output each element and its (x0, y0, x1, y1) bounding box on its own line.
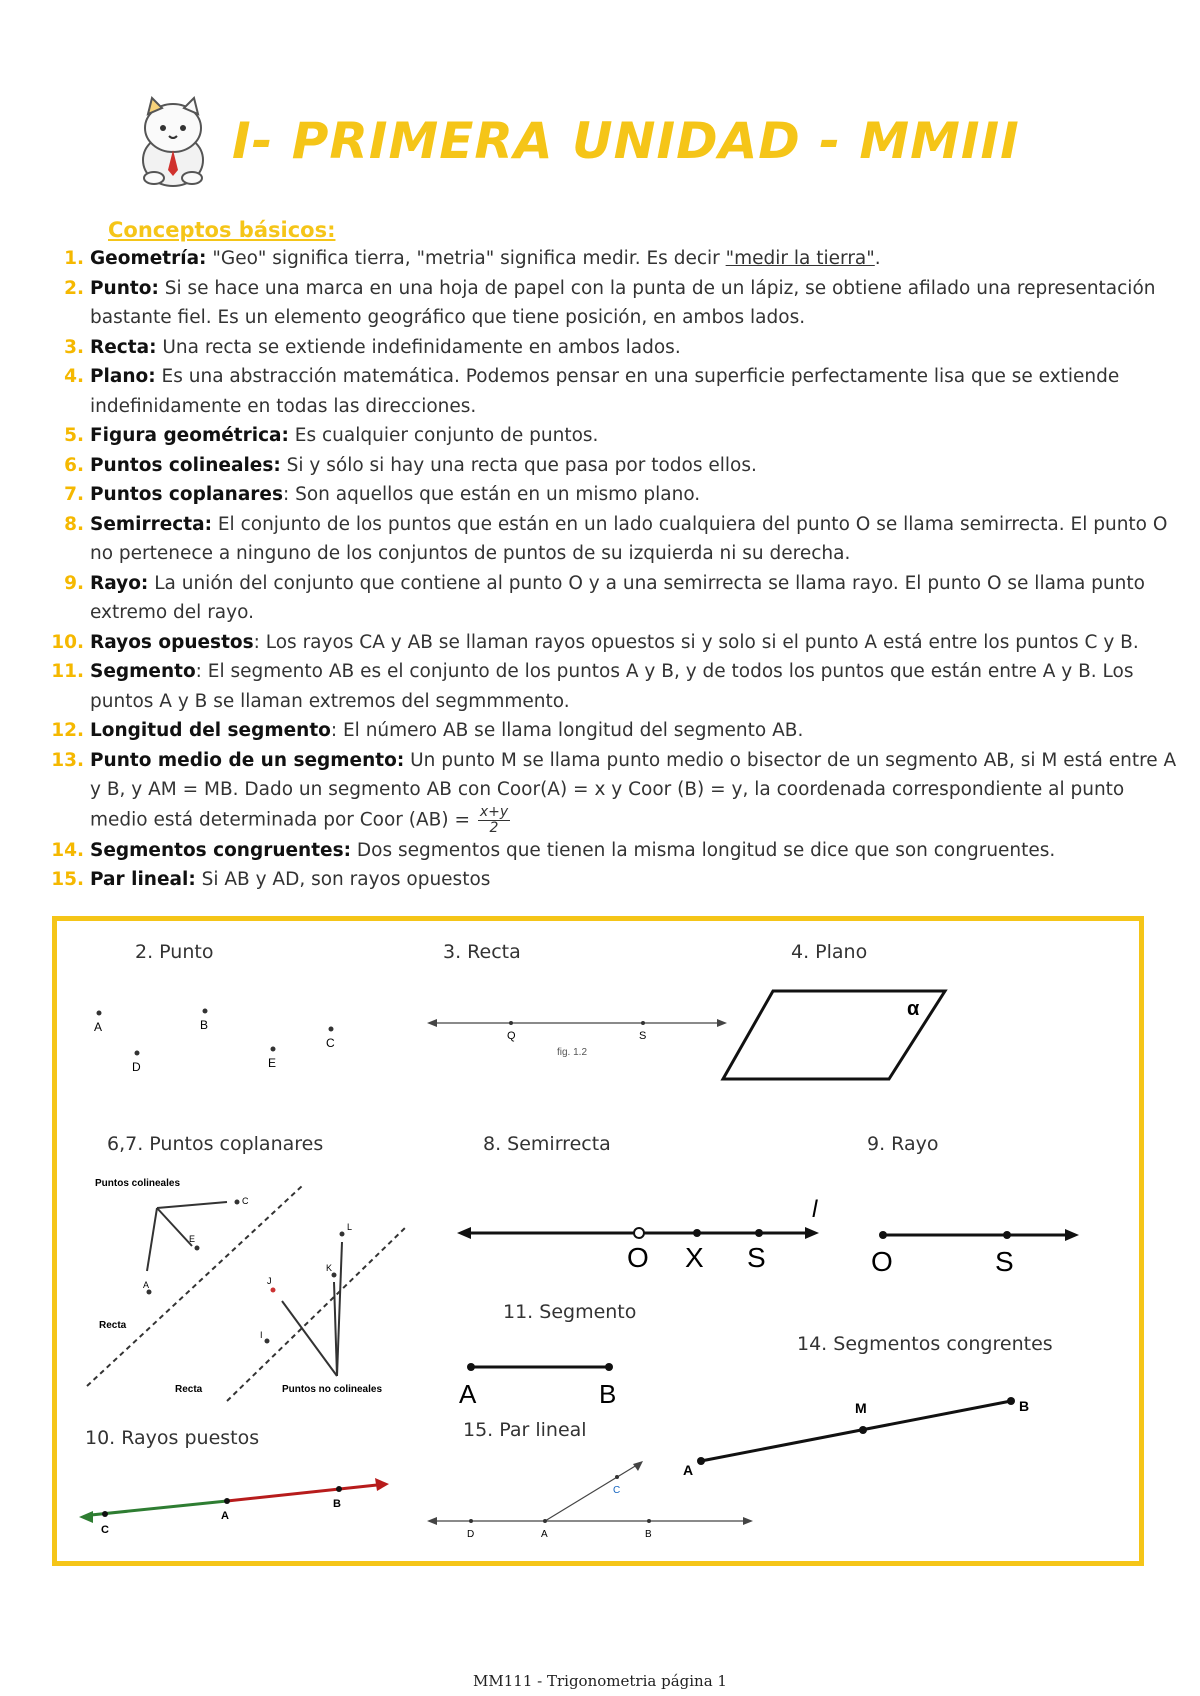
concept-text: : El número AB se llama longitud del segmento AB. (330, 720, 804, 741)
figure-label-plano: 4. Plano (791, 941, 868, 963)
point-label: B (645, 1529, 652, 1540)
page-footer: MM111 - Trigonometria página 1 (473, 1672, 727, 1690)
plane-symbol: α (907, 998, 920, 1020)
point-label: B (333, 1498, 341, 1510)
figure-caption: fig. 1.2 (557, 1047, 588, 1058)
concept-term: Longitud del segmento (90, 720, 331, 741)
concept-item (48, 244, 1178, 274)
recta-figure (427, 1001, 727, 1081)
concept-term: Puntos coplanares (90, 484, 283, 505)
figure-label-coplanares: 6,7. Puntos coplanares (107, 1133, 324, 1155)
point-label: A (94, 1020, 103, 1034)
figure-label-semirrecta: 8. Semirrecta (483, 1133, 611, 1155)
figure-label-segmento: 11. Segmento (503, 1301, 637, 1323)
concept-number: 11. (51, 661, 84, 682)
figures-box (52, 916, 1144, 1566)
point-label: E (189, 1234, 196, 1244)
point-label: A (143, 1280, 150, 1290)
no-colineales-label: Puntos no colineales (282, 1384, 383, 1395)
point-label: L (347, 1222, 353, 1232)
figure-label-rayos-opuestos: 10. Rayos puestos (85, 1427, 260, 1449)
concept-number: 5. (64, 425, 84, 446)
concept-text: : Los rayos CA y AB se llaman rayos opuestos si y solo si el punto A está entre los puntos C y B. (253, 631, 1139, 653)
section-heading: Conceptos básicos: (108, 218, 336, 242)
concept-term: Punto medio de un segmento: (90, 749, 405, 771)
point-label: B (1019, 1398, 1030, 1414)
concept-underline: "medir la tierra" (725, 248, 875, 269)
concept-text: La unión del conjunto que contiene al punto O y a una semirrecta se llama rayo. El punto O se llama punto extremo del rayo. (90, 572, 1145, 623)
figure-label-rayo: 9. Rayo (867, 1133, 939, 1155)
concept-item (48, 657, 1178, 716)
concept-item (48, 569, 1178, 628)
fraction-numerator: x+y (479, 803, 509, 820)
point-label: S (639, 1030, 647, 1042)
point-label: I (260, 1330, 263, 1340)
point-label: D (132, 1060, 141, 1074)
concept-number: 8. (64, 513, 84, 535)
figure-label-congruentes: 14. Segmentos congrentes (797, 1333, 1053, 1355)
concept-term: Segmento (90, 661, 196, 682)
concept-item (48, 333, 1178, 363)
concept-term: Recta: (90, 336, 157, 358)
concept-term: Rayo: (90, 572, 149, 594)
concept-term: Geometría: (90, 248, 207, 269)
segmento-figure (457, 1351, 657, 1421)
recta-label: Recta (175, 1384, 203, 1395)
rayo-figure (867, 1211, 1087, 1291)
concept-term: Puntos colineales: (90, 454, 281, 476)
concept-term: Plano: (90, 366, 156, 387)
point-label: C (613, 1485, 621, 1496)
concept-text: : Son aquellos que están en un mismo plano. (283, 484, 701, 505)
concept-number: 2. (64, 277, 84, 299)
concept-number: 9. (64, 572, 84, 594)
concept-term: Par lineal: (90, 869, 196, 890)
concept-item (48, 716, 1178, 746)
point-label: O (871, 1246, 893, 1277)
concept-item (48, 480, 1178, 510)
concept-number: 13. (51, 749, 84, 771)
concept-text: Si se hace una marca en una hoja de papel con la punta de un lápiz, se obtiene afilado una representación bastante fiel. Es un elemento geográfico que tiene posición, en ambos lados. (90, 277, 1156, 328)
concept-term: Punto: (90, 277, 159, 299)
concept-text: : El segmento AB es el conjunto de los puntos A y B, y de todos los puntos que están entre A y B. Los puntos A y B se llaman extremos del segmmmento. (90, 661, 1134, 712)
point-label: C (326, 1036, 335, 1050)
point-label: M (855, 1400, 867, 1416)
point-label: Q (507, 1030, 516, 1042)
concept-item (48, 510, 1178, 569)
point-label: C (242, 1196, 249, 1206)
concept-text: Es cualquier conjunto de puntos. (288, 425, 599, 446)
recta-label: Recta (99, 1320, 127, 1331)
concept-number: 15. (51, 869, 84, 890)
figure-label-punto: 2. Punto (135, 941, 214, 963)
figure-label-par-lineal: 15. Par lineal (463, 1419, 587, 1441)
colineales-label: Puntos colineales (95, 1178, 181, 1189)
point-label: K (326, 1263, 333, 1273)
point-label: A (683, 1462, 694, 1478)
concept-number: 10. (51, 631, 84, 653)
semirrecta-figure (457, 1191, 837, 1271)
point-label: C (101, 1524, 109, 1536)
concept-term: Segmentos congruentes: (90, 839, 352, 861)
concept-number: 14. (51, 839, 84, 861)
concept-term: Figura geométrica: (90, 425, 289, 446)
point-label: S (747, 1242, 766, 1271)
concept-term: Semirrecta: (90, 513, 212, 535)
concept-text: "Geo" significa tierra, "metria" significa medir. Es decir (206, 248, 726, 269)
concept-text: Una recta se extiende indefinidamente en ambos lados. (156, 336, 681, 358)
concept-text: Es una abstracción matemática. Podemos pensar en una superficie perfectamente lisa que se extiende indefinidamente en todas las direcciones. (90, 366, 1120, 417)
concept-list (48, 244, 1178, 895)
page-title: I- PRIMERA UNIDAD - MMIII (232, 112, 1020, 170)
concept-term: Rayos opuestos (90, 631, 254, 653)
point-label: J (267, 1276, 272, 1286)
concept-text: Un punto M se llama punto medio o bisector de un segmento AB, si M está entre A y B, y AM = MB. Dado un segmento AB con Coor(A) = x y Coor (B) = y, la coordenada correspondiente al punto medio está determinada por Coor (AB) = (90, 749, 1177, 830)
concept-item (48, 836, 1178, 866)
concept-number: 3. (64, 336, 84, 358)
concept-item (48, 628, 1178, 658)
cat-mascot-icon (128, 92, 218, 188)
concept-item (48, 865, 1178, 895)
concept-item (48, 274, 1178, 333)
concept-text: El conjunto de los puntos que están en un lado cualquiera del punto O se llama semirrecta. El punto O no pertenece a ninguno de los conjuntos de puntos de su izquierda ni su derecha. (90, 513, 1168, 564)
concept-number: 12. (51, 720, 84, 741)
concept-text: Dos segmentos que tienen la misma longitud se dice que son congruentes. (351, 839, 1056, 861)
point-label: A (541, 1529, 548, 1540)
coplanares-figure (77, 1176, 427, 1406)
concept-item (48, 421, 1178, 451)
concept-number: 4. (64, 366, 84, 387)
concept-item (48, 362, 1178, 421)
concept-item (48, 451, 1178, 481)
concept-number: 1. (64, 248, 84, 269)
point-label: O (627, 1242, 649, 1271)
par-lineal-figure (427, 1461, 757, 1551)
concept-item (48, 746, 1178, 836)
concept-number: 6. (64, 454, 84, 476)
punto-figure (77, 991, 397, 1101)
point-label: S (995, 1246, 1014, 1277)
rayos-opuestos-figure (77, 1471, 407, 1541)
point-label: B (599, 1379, 617, 1409)
plano-figure (717, 981, 967, 1091)
line-name: l (812, 1196, 818, 1223)
point-label: A (459, 1379, 477, 1409)
point-label: X (685, 1242, 704, 1271)
figure-label-recta: 3. Recta (443, 941, 521, 963)
concept-number: 7. (64, 484, 84, 505)
concept-text: Si y sólo si hay una recta que pasa por todos ellos. (280, 454, 757, 476)
concept-after: . (874, 248, 881, 269)
fraction-denominator: 2 (489, 819, 499, 836)
point-label: E (268, 1056, 277, 1070)
midpoint-fraction (478, 805, 510, 836)
point-label: B (200, 1018, 209, 1032)
point-label: A (221, 1510, 229, 1522)
concept-text: Si AB y AD, son rayos opuestos (195, 869, 491, 890)
point-label: D (467, 1529, 475, 1540)
